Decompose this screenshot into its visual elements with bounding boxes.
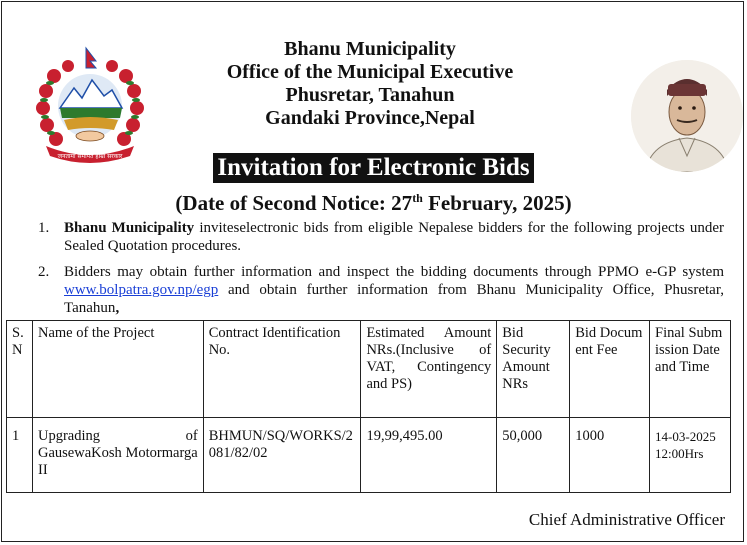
date-suffix: February, 2025) <box>422 191 572 215</box>
org-name: Bhanu Municipality <box>284 38 456 60</box>
paragraph-trailing: , <box>115 300 120 316</box>
header-contract: Contract Identification No. <box>203 321 361 418</box>
header-sn: S.N <box>7 321 33 418</box>
paragraph-1 <box>38 219 724 255</box>
date-prefix: (Date of Second Notice: 27 <box>175 191 413 215</box>
header-estimate: Estimated Amount NRs.(Inclusive of VAT, Contingency and PS) <box>361 321 497 418</box>
header-project: Name of the Project <box>32 321 203 418</box>
egp-link[interactable]: www.bolpatra.gov.np/egp <box>64 282 219 298</box>
paragraph-number: 1. <box>38 220 50 236</box>
cell-estimate: 19,99,495.00 <box>361 418 497 493</box>
emblem-caption: जनतामा समर्पित हाम्रो सरकार <box>57 153 123 160</box>
cell-contract: BHMUN/SQ/WORKS/2081/82/02 <box>203 418 361 493</box>
letterhead <box>170 38 570 130</box>
paragraph-text-after: and obtain further information from Bhanu Municipality Office, Phusretar, Tanahun <box>64 282 724 316</box>
cell-deadline <box>650 418 731 493</box>
paragraph-number: 2. <box>38 264 50 280</box>
paragraph-text: inviteselectronic bids from eligible Nepalese bidders for the following projects under Sealed Quotation procedures. <box>64 220 724 254</box>
bid-table <box>6 320 731 493</box>
cell-fee: 1000 <box>570 418 650 493</box>
header-security: Bid Security Amount NRs <box>497 321 570 418</box>
location: Phusretar, Tanahun <box>285 84 455 106</box>
signature-line: Chief Administrative Officer <box>528 510 725 529</box>
header-fee: Bid Document Fee <box>570 321 650 418</box>
office-name: Office of the Municipal Executive <box>226 61 514 83</box>
header-deadline: Final Submission Date and Time <box>650 321 731 418</box>
paragraph-bold: Bhanu Municipality <box>64 220 195 236</box>
table-row <box>7 418 731 493</box>
cell-time: 12:00Hrs <box>655 446 704 461</box>
paragraph-2 <box>38 263 724 317</box>
cell-security: 50,000 <box>497 418 570 493</box>
province: Gandaki Province,Nepal <box>265 107 475 129</box>
notice-title: Invitation for Electronic Bids <box>213 153 533 183</box>
government-emblem <box>34 46 146 168</box>
cell-project: Upgrading of GausewaKosh Motormarga II <box>32 418 203 493</box>
cell-sn: 1 <box>7 418 33 493</box>
table-header-row <box>7 321 731 418</box>
cell-date: 14-03-2025 <box>655 429 716 444</box>
paragraph-text: Bidders may obtain further information and inspect the bidding documents through PPMO e-GP system <box>64 264 724 280</box>
notice-date <box>0 185 747 216</box>
date-suffix-sup: th <box>412 191 423 205</box>
